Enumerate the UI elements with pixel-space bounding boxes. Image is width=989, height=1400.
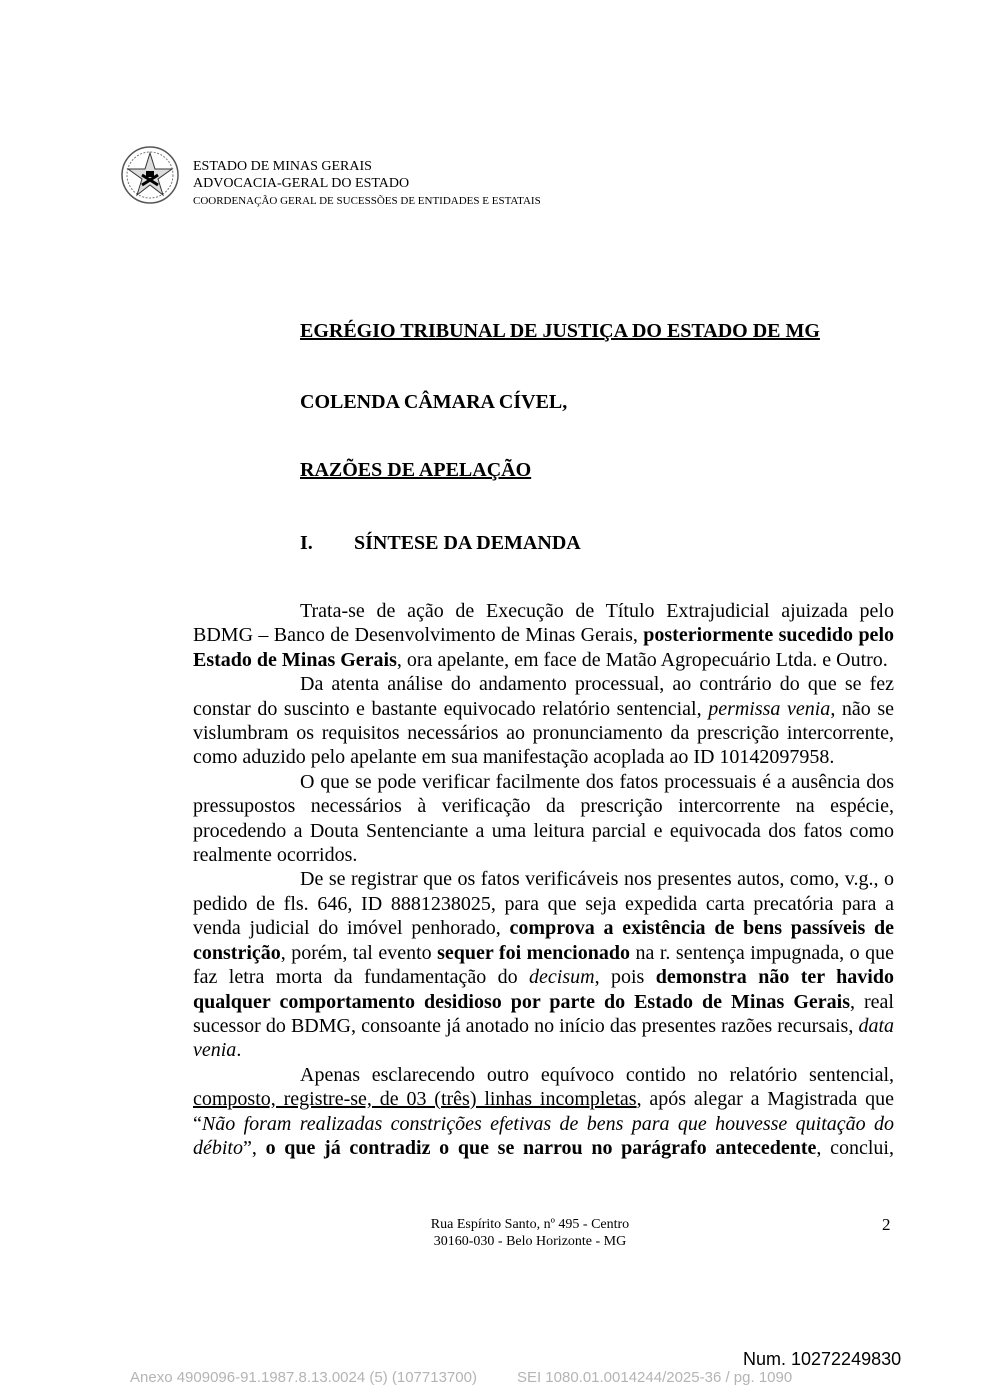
paragraph-3: O que se pode verificar facilmente dos fatos processuais é a ausência dos pressupostos necessários à verificação da prescrição intercorrente na espécie, procedendo a Douta Sentenciante a uma leitura parcial e equivocada dos fatos como realmente ocorridos. <box>193 770 894 867</box>
section-title: SÍNTESE DA DEMANDA <box>354 532 581 554</box>
letterhead-state: ESTADO DE MINAS GERAIS <box>193 159 372 174</box>
coat-of-arms-seal <box>120 145 180 205</box>
page-number: 2 <box>882 1215 891 1234</box>
section-heading <box>300 532 581 555</box>
section-number: I. <box>300 532 313 554</box>
document-body <box>193 599 894 1160</box>
annex-stamp <box>130 1369 792 1386</box>
paragraph-5: Apenas esclarecendo outro equívoco contido no relatório sentencial, composto, registre-se, de 03 (três) linhas incompletas, após alegar a Magistrada que “Não foram realizadas constrições efetivas de bens para que houvesse quitação do débito”, o que já contradiz o que se narrou no parágrafo antecedente, conclui, <box>193 1063 894 1159</box>
footer-address-street: Rua Espírito Santo, nº 495 - Centro <box>430 1217 630 1232</box>
document-num-stamp: Num. 10272249830 <box>743 1349 902 1369</box>
footer-address <box>380 1216 680 1250</box>
footer-address-city: 30160-030 - Belo Horizonte - MG <box>433 1234 627 1249</box>
sei-reference: SEI 1080.01.0014244/2025-36 / pg. 1090 <box>516 1369 793 1386</box>
paragraph-2: Da atenta análise do andamento processual, ao contrário do que se fez constar do suscinto e bastante equivocado relatório sentencial, permissa venia, não se vislumbram os requisitos necessários ao pronunciamento da prescrição intercorrente, como aduzido pelo apelante em sua manifestação acoplada ao ID 10142097958. <box>193 673 894 769</box>
paragraph-1: Trata-se de ação de Execução de Título Extrajudicial ajuizada pelo BDMG – Banco de Desenvolvimento de Minas Gerais, posteriormente sucedido pelo Estado de Minas Gerais, ora apelante, em face de Matão Agropecuário Ltda. e Outro. <box>193 600 894 671</box>
annex-reference: Anexo 4909096-91.1987.8.13.0024 (5) (107713700) <box>130 1369 477 1386</box>
letterhead-agency: ADVOCACIA-GERAL DO ESTADO <box>193 176 410 191</box>
heading-camara: COLENDA CÂMARA CÍVEL, <box>300 391 568 413</box>
heading-razoes: RAZÕES DE APELAÇÃO <box>300 459 532 481</box>
letterhead-department: COORDENAÇÃO GERAL DE SUCESSÕES DE ENTIDADES E ESTATAIS <box>193 195 541 207</box>
heading-tribunal: EGRÉGIO TRIBUNAL DE JUSTIÇA DO ESTADO DE MG <box>300 320 820 342</box>
paragraph-4: De se registrar que os fatos verificáveis nos presentes autos, como, v.g., o pedido de fls. 646, ID 8881238025, para que seja expedida carta precatória para a venda judicial do imóvel penhorado, comprova a existência de bens passíveis de constrição, porém, tal evento sequer foi mencionado na r. sentença impugnada, o que faz letra morta da fundamentação do decisum, pois demonstra não ter havido qualquer comportamento desidioso por parte do Estado de Minas Gerais, real sucessor do BDMG, consoante já anotado no início das presentes razões recursais, data venia. <box>193 868 894 1062</box>
